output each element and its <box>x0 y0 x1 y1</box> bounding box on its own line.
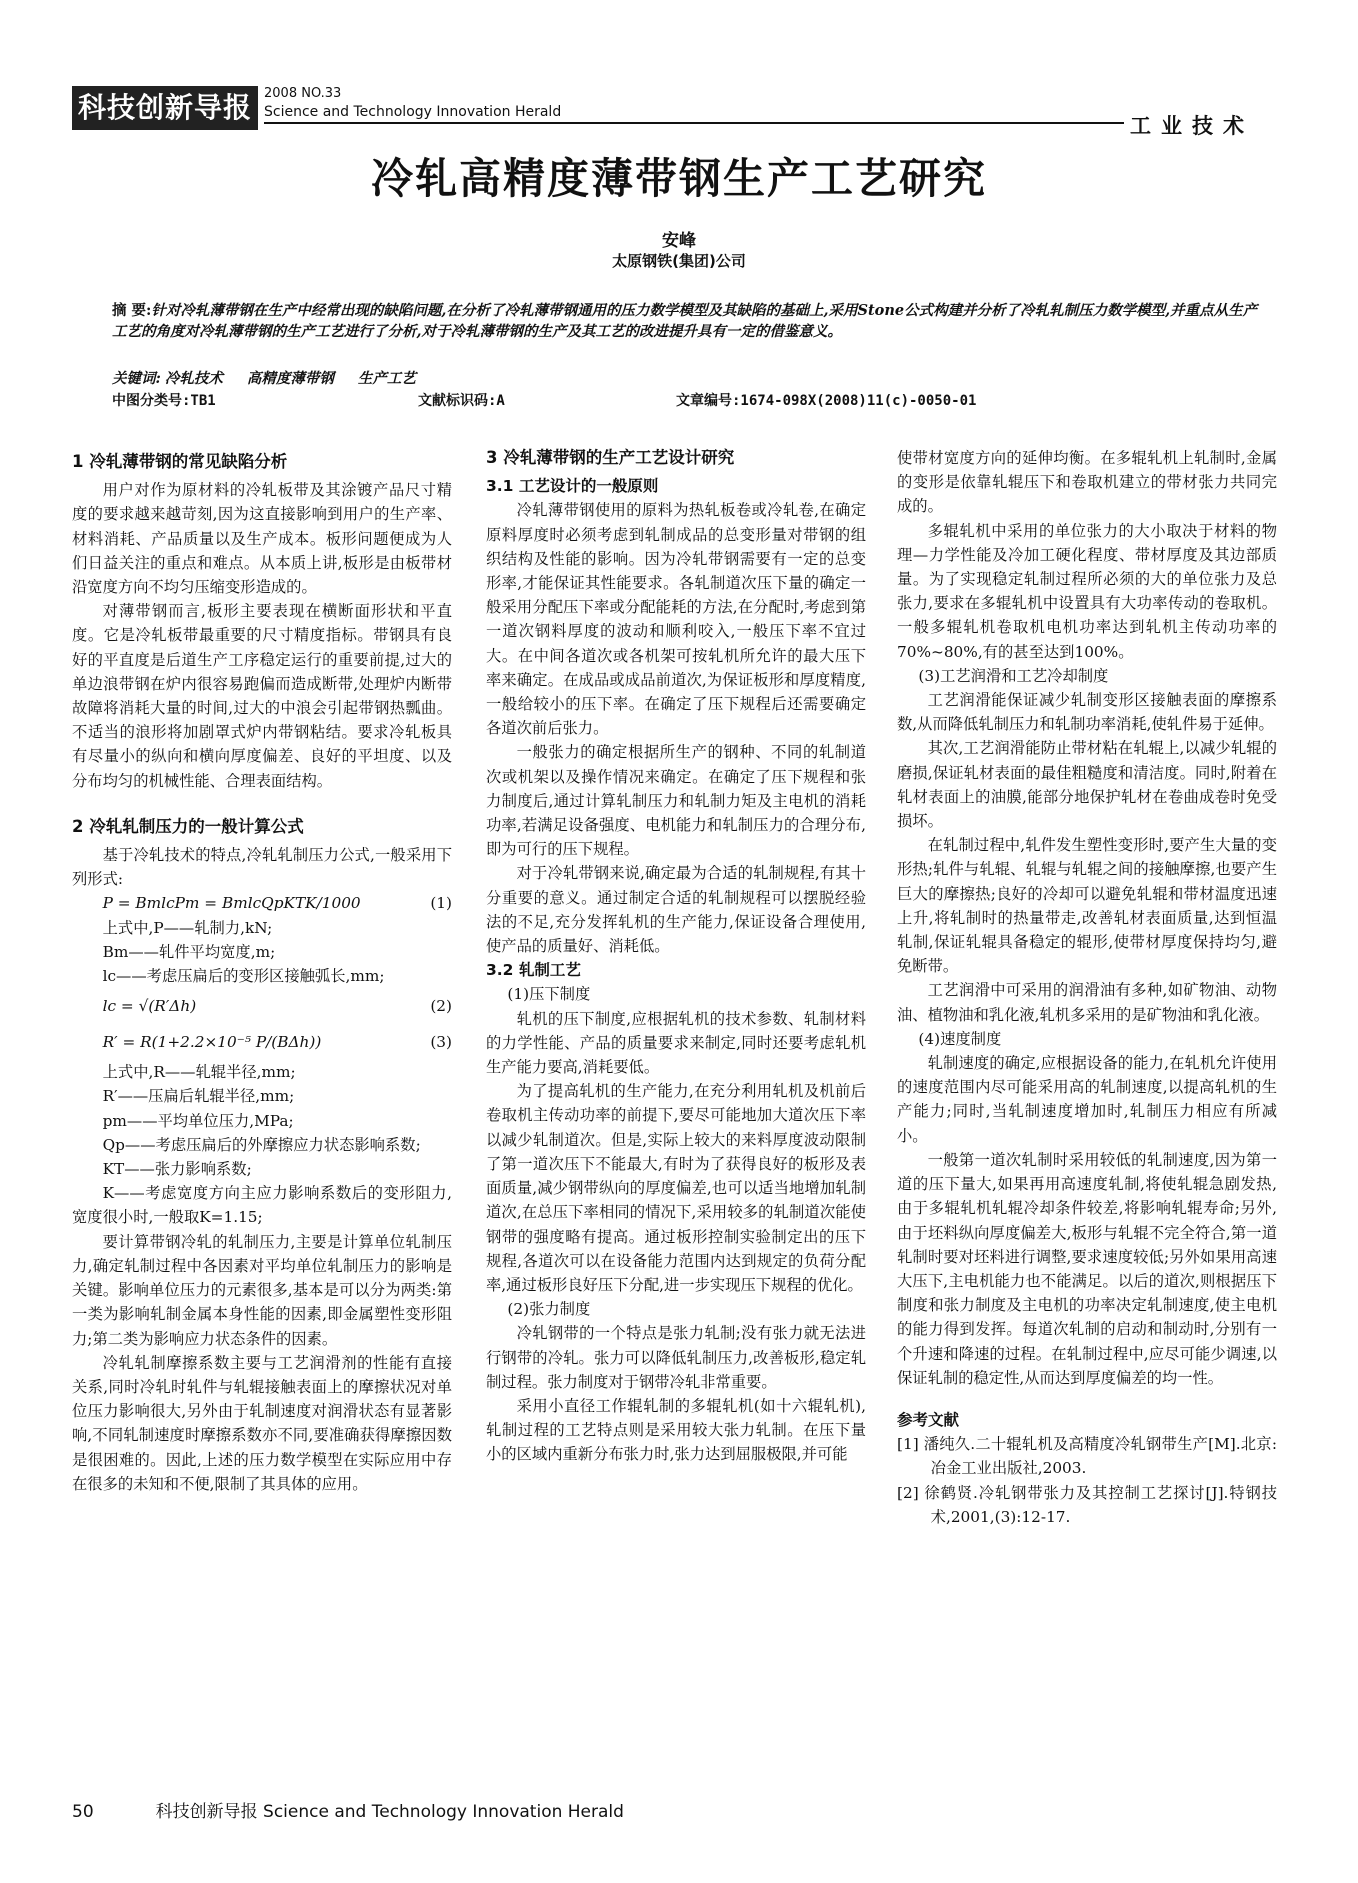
paragraph: 在轧制过程中,轧件发生塑性变形时,要产生大量的变形热;轧件与轧辊、轧辊与轧辊之间的接触摩擦,也要产生巨大的摩擦热;良好的冷却可以避免轧辊和带材温度迅速上升,将轧制时的热量带走,改善轧材表面质量,达到恒温轧制,保证轧辊具备稳定的辊形,使带材厚度保持均匀,避免断带。 <box>897 836 1277 976</box>
journal-english-name: Science and Technology Innovation Herald <box>264 104 562 120</box>
equation-number: (2) <box>430 997 452 1016</box>
equation: lc = √(R′Δh) <box>102 997 197 1016</box>
keywords-label: 关键词: <box>112 370 161 387</box>
equation-number: (1) <box>430 894 452 913</box>
paragraph: 冷轧钢带的一个特点是张力轧制;没有张力就无法进行钢带的冷轧。张力可以降低轧制压力,改善板形,稳定轧制过程。张力制度对于钢带冷轧非常重要。 <box>486 1324 866 1391</box>
references-list <box>897 1432 1277 1529</box>
column-1 <box>72 446 452 1496</box>
author: 安峰 <box>662 231 696 251</box>
paragraph: 采用小直径工作辊轧制的多辊轧机(如十六辊轧机),轧制过程的工艺特点则是采用较大张力轧制。在压下量小的区域内重新分布张力时,张力达到屈服极限,并可能 <box>486 1396 866 1464</box>
keyword: 高精度薄带钢 <box>246 370 334 387</box>
abstract-text: 针对冷轧薄带钢在生产中经常出现的缺陷问题,在分析了冷轧薄带钢通用的压力数学模型及其缺陷的基础上,采用Stone公式构建并分析了冷轧轧制压力数学模型,并重点从生产工艺的角度对冷轧薄带钢的生产工艺进行了分析,对于冷轧薄带钢的生产及其工艺的改进提升具有一定的借鉴意义。 <box>112 302 1258 340</box>
class-number: 中图分类号:TB1 <box>112 393 216 409</box>
subsection-heading: 3.1 工艺设计的一般原则 <box>486 477 659 496</box>
paragraph: 轧机的压下制度,应根据轧机的技术参数、轧制材料的力学性能、产品的质量要求来制定,同时还要考虑轧机生产能力要高,消耗要低。 <box>486 1009 866 1077</box>
keyword: 冷轧技术 <box>164 370 223 387</box>
references-heading: 参考文献 <box>897 1410 960 1429</box>
document-code: 文献标识码:A <box>418 393 505 409</box>
paragraph: 一般第一道次轧制时采用较低的轧制速度,因为第一道的压下量大,如果再用高速度轧制,将使轧辊急剧发热,由于多辊轧机轧辊冷却条件较差,将影响轧辊寿命;另外,由于坯料纵向厚度偏差大,板形与轧辊不完全符合,第一道轧制时要对坯料进行调整,要求速度较低;另外如果用高速大压下,主电机能力也不能满足。以后的道次,则根据压下制度和张力制度及主电机的功率决定轧制速度,使主电机的能力得到发挥。每道次轧制的启动和制动时,分别有一个升速和降速的过程。在轧制过程中,应尽可能少调速,以保证轧制的稳定性,从而达到厚度偏差的均一性。 <box>897 1150 1277 1387</box>
paragraph: 对于冷轧带钢来说,确定最为合适的轧制规程,有其十分重要的意义。通过制定合适的轧制规程可以摆脱经验法的不足,充分发挥轧机的生产能力,保证设备合理使用,使产品的质量好、消耗低。 <box>486 864 866 956</box>
paragraph: 多辊轧机中采用的单位张力的大小取决于材料的物理—力学性能及冷加工硬化程度、带材厚度及其边部质量。为了实现稳定轧制过程所必须的大的单位张力及总张力,要求在多辊轧机中设置具有大功率传动的卷取机。一般多辊轧机卷取机电机功率达到轧机主传动功率的70%~80%,有的甚至达到100%。 <box>897 521 1277 661</box>
paragraph: 一般张力的确定根据所生产的钢种、不同的轧制道次或机架以及操作情况来确定。在确定了压下规程和张力制度后,通过计算轧制压力和轧制力矩及主电机的消耗功率,若满足设备强度、电机能力和轧制压力的合理分布,即为可行的压下规程。 <box>486 743 866 859</box>
column-3 <box>897 446 1277 1529</box>
sub-subsection-heading: (1)压下制度 <box>507 985 591 1004</box>
equation-3 <box>72 1024 452 1060</box>
section-heading: 2 冷轧轧制压力的一般计算公式 <box>72 816 304 836</box>
reference-item: [1] 潘纯久.二十辊轧机及高精度冷轧钢带生产[M].北京:冶金工业出版社,2003. <box>897 1435 1277 1478</box>
section-heading: 3 冷轧薄带钢的生产工艺设计研究 <box>486 448 735 467</box>
journal-logo: 科技创新导报 <box>72 86 258 130</box>
article-title: 冷轧高精度薄带钢生产工艺研究 <box>370 154 987 203</box>
paragraph: 冷轧薄带钢使用的原料为热轧板卷或冷轧卷,在确定原料厚度时必须考虑到轧制成品的总变形量对带钢的组织结构及性能的影响。因为冷轧带钢需要有一定的总变形率,才能保证其性能要求。各轧制道次压下量的确定一般采用分配压下率或分配能耗的方法,在分配时,考虑到第一道次钢料厚度的波动和顺利咬入,一般压下率不宜过大。在中间各道次或各机架可按轧机所允许的最大压下率来确定。在成品或成品前道次,为保证板形和厚度精度,一般给较小的压下率。在确定了压下规程后还需要确定各道次前后张力。 <box>486 501 866 738</box>
equation: P = BmlcPm = BmlcQpKTK/1000 <box>102 894 361 913</box>
abstract-label: 摘 要: <box>112 302 152 319</box>
article-number: 文章编号:1674-098X(2008)11(c)-0050-01 <box>676 393 977 409</box>
affiliation: 太原钢铁(集团)公司 <box>612 252 746 270</box>
paragraph: 使带材宽度方向的延伸均衡。在多辊轧机上轧制时,金属的变形是依靠轧辊压下和卷取机建立的带材张力共同完成的。 <box>897 449 1277 516</box>
paragraph: 其次,工艺润滑能防止带材粘在轧辊上,以减少轧辊的磨损,保证轧材表面的最佳粗糙度和清洁度。同时,附着在轧材表面上的油膜,能部分地保护轧材在卷曲成卷时免受损坏。 <box>897 739 1277 831</box>
definition: K——考虑宽度方向主应力影响系数后的变形阻力,宽度很小时,一般取K=1.15; <box>72 1184 452 1227</box>
sub-subsection-heading: (3)工艺润滑和工艺冷却制度 <box>918 666 1109 685</box>
equation-1 <box>72 891 452 915</box>
definition: pm——平均单位压力,MPa; <box>102 1111 294 1130</box>
column-2 <box>486 446 866 1467</box>
section-tag: 工业技术 <box>1130 113 1254 138</box>
section-heading: 1 冷轧薄带钢的常见缺陷分析 <box>72 452 288 471</box>
paragraph: 用户对作为原材料的冷轧板带及其涂镀产品尺寸精度的要求越来越苛刻,因为这直接影响到用户的生产率、材料消耗、产品质量以及生产成本。板形问题便成为人们日益关注的重点和难点。从本质上讲,板形是由板带材沿宽度方向不均匀压缩变形造成的。 <box>72 481 452 597</box>
definition: Qp——考虑压扁后的外摩擦应力状态影响系数; <box>102 1135 421 1154</box>
equation-2 <box>72 988 452 1024</box>
definition: KT——张力影响系数; <box>102 1160 252 1179</box>
abstract <box>112 300 1260 342</box>
sub-subsection-heading: (2)张力制度 <box>507 1300 591 1319</box>
paragraph: 为了提高轧机的生产能力,在充分利用轧机及机前后卷取机主传动功率的前提下,要尽可能地加大道次压下率以减少轧制道次。但是,实际上较大的来料厚度波动限制了第一道次压下不能最大,有时为了获得良好的板形及表面质量,减少钢带纵向的厚度偏差,也可以适当地增加轧制道次,在总压下率相同的情况下,采用较多的轧制道次能使钢带的强度略有提高。通过板形控制实验制定出的压下规程,各道次可以在设备能力范围内达到规定的负荷分配率,通过板形良好压下分配,进一步实现压下规程的优化。 <box>486 1082 866 1294</box>
keywords <box>112 367 440 388</box>
issue-number: 2008 NO.33 <box>264 86 342 101</box>
equation-number: (3) <box>430 1033 452 1052</box>
keyword: 生产工艺 <box>357 370 416 387</box>
equation: R′ = R(1+2.2×10⁻⁵ P/(BΔh)) <box>102 1033 322 1052</box>
paragraph: 对薄带钢而言,板形主要表现在横断面形状和平直度。它是冷轧板带最重要的尺寸精度指标。带钢具有良好的平直度是后道生产工序稳定运行的重要前提,过大的单边浪带钢在炉内很容易跑偏而造成断带,处理炉内断带故障将消耗大量的时间,过大的中浪会引起带钢热瓢曲。不适当的浪形将加剧罩式炉内带钢粘结。要求冷轧板具有尽量小的纵向和横向厚度偏差、良好的平坦度、以及分布均匀的机械性能、合理表面结构。 <box>72 602 452 790</box>
sub-subsection-heading: (4)速度制度 <box>918 1029 1002 1048</box>
footer-journal: 科技创新导报 Science and Technology Innovation Herald <box>155 1802 624 1822</box>
reference-item: [2] 徐鹤贤.冷轧钢带张力及其控制工艺探讨[J].特钢技术,2001,(3):12-17. <box>897 1483 1277 1526</box>
definition: 上式中,R——轧辊半径,mm; <box>102 1063 296 1082</box>
header-rule <box>264 122 1124 124</box>
paragraph: 轧制速度的确定,应根据设备的能力,在轧机允许使用的速度范围内尽可能采用高的轧制速度,以提高轧机的生产能力;同时,当轧制速度增加时,轧制压力相应有所减小。 <box>897 1054 1277 1145</box>
paragraph: 基于冷轧技术的特点,冷轧轧制压力公式,一般采用下列形式: <box>72 846 452 889</box>
definition: lc——考虑压扁后的变形区接触弧长,mm; <box>102 967 385 986</box>
paragraph: 工艺润滑能保证减少轧制变形区接触表面的摩擦系数,从而降低轧制压力和轧制功率消耗,使轧件易于延伸。 <box>897 691 1277 734</box>
page-number: 50 <box>72 1802 94 1822</box>
definition: 上式中,P——轧制力,kN; <box>102 918 273 937</box>
page-footer <box>72 1797 624 1822</box>
definition: R′——压扁后轧辊半径,mm; <box>102 1087 295 1106</box>
paragraph: 要计算带钢冷轧的轧制压力,主要是计算单位轧制压力,确定轧制过程中各因素对平均单位轧制压力的影响是关键。影响单位压力的元素很多,基本是可以分为两类:第一类为影响轧制金属本身性能的因素,即金属塑性变形阻力;第二类为影响应力状态条件的因素。 <box>72 1232 452 1348</box>
paragraph: 工艺润滑中可采用的润滑油有多种,如矿物油、动物油、植物油和乳化液,轧机多采用的是矿物油和乳化液。 <box>897 981 1277 1024</box>
paragraph: 冷轧轧制摩擦系数主要与工艺润滑剂的性能有直接关系,同时冷轧时轧件与轧辊接触表面上的摩擦状况对单位压力影响很大,另外由于轧制速度对润滑状态有显著影响,不同轧制速度时摩擦系数亦不同,要准确获得摩擦因数是很困难的。因此,上述的压力数学模型在实际应用中存在很多的未知和不便,限制了其具体的应用。 <box>72 1353 452 1493</box>
subsection-heading: 3.2 轧制工艺 <box>486 961 581 980</box>
definition: Bm——轧件平均宽度,m; <box>102 942 276 961</box>
